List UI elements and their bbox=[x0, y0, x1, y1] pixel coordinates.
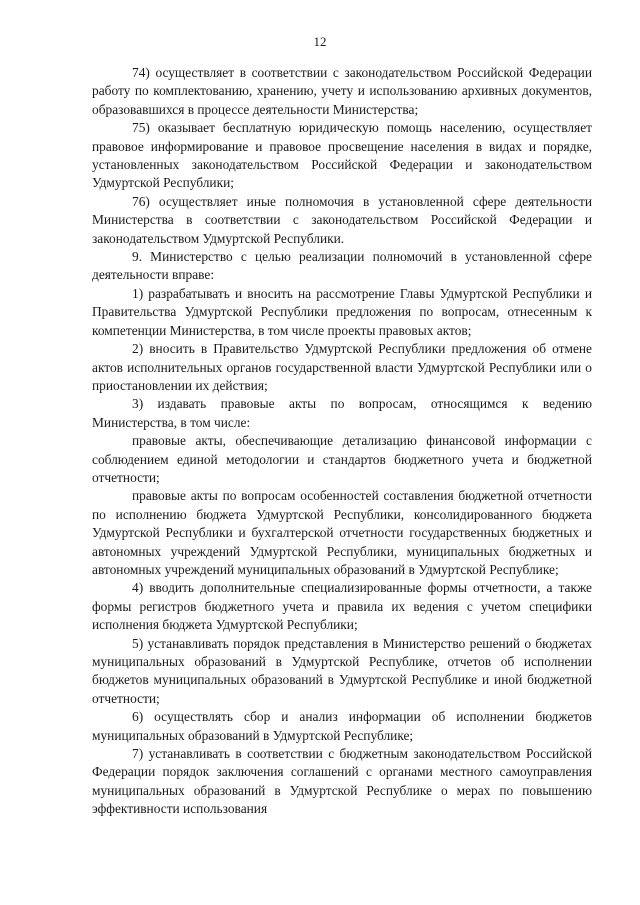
right-item-4: 4) вводить дополнительные специализированные формы отчетности, а также формы регистров бюджетного учета и правила их ведения с учетом специфики исполнения бюджета Удмуртской Республики; bbox=[92, 580, 592, 633]
right-item-7: 7) устанавливать в соответствии с бюджетным законодательством Российской Федерации порядок заключения соглашений с органами местного самоуправления муниципальных образований в Удмуртской Республике о мерах по повышению эффективности использования bbox=[92, 746, 592, 817]
right-item-3-subitem-financial-info: правовые акты, обеспечивающие детализацию финансовой информации с соблюдением единой методологии и стандартов бюджетного учета и бюджетной отчетности; bbox=[92, 433, 592, 485]
right-item-6: 6) осуществлять сбор и анализ информации об исполнении бюджетов муниципальных образований в Удмуртской Республике; bbox=[92, 709, 592, 743]
paragraph-74: 74) осуществляет в соответствии с законодательством Российской Федерации работу по комплектованию, хранению, учету и использованию архивных документов, образовавшихся в процессе деятельности Министерства; bbox=[92, 65, 592, 117]
paragraph-75: 75) оказывает бесплатную юридическую помощь населению, осуществляет правовое информирование и правовое просвещение населения в видах и порядке, установленных законодательством Российской Федерации и законодательством Удмуртской Республики; bbox=[92, 120, 592, 191]
right-item-3: 3) издавать правовые акты по вопросам, относящимся к ведению Министерства, в том числе: bbox=[92, 396, 592, 430]
paragraph-76: 76) осуществляет иные полномочия в установленной сфере деятельности Министерства в соответствии с законодательством Российской Федерации и законодательством Удмуртской Республики. bbox=[92, 193, 592, 246]
document-body bbox=[92, 64, 592, 819]
right-item-5: 5) устанавливать порядок представления в Министерство решений о бюджетах муниципальных образований в Удмуртской Республике, отчетов об исполнении бюджетов муниципальных образований в Удмуртской Республике и иной бюджетной отчетности; bbox=[92, 635, 592, 706]
right-item-2: 2) вносить в Правительство Удмуртской Республики предложения об отмене актов исполнительных органов государственной власти Удмуртской Республики или о приостановлении их действия; bbox=[92, 341, 592, 393]
page-number: 12 bbox=[313, 34, 327, 49]
right-item-1: 1) разрабатывать и вносить на рассмотрение Главы Удмуртской Республики и Правительства Удмуртской Республики предложения по вопросам, отнесенным к компетенции Министерства, в том числе проекты правовых актов; bbox=[92, 285, 592, 338]
right-item-3-subitem-budget-reporting: правовые акты по вопросам особенностей составления бюджетной отчетности по исполнению бюджета Удмуртской Республики, консолидированного бюджета Удмуртской Республики и бухгалтерской отчетности государственных бюджетных и автономных учреждений Удмуртской Республики, муниципальных бюджетных и автономных учреждений муниципальных образований в Удмуртской Республике; bbox=[92, 488, 592, 577]
section-9-intro: 9. Министерство с целью реализации полномочий в установленной сфере деятельности вправе: bbox=[92, 249, 592, 283]
